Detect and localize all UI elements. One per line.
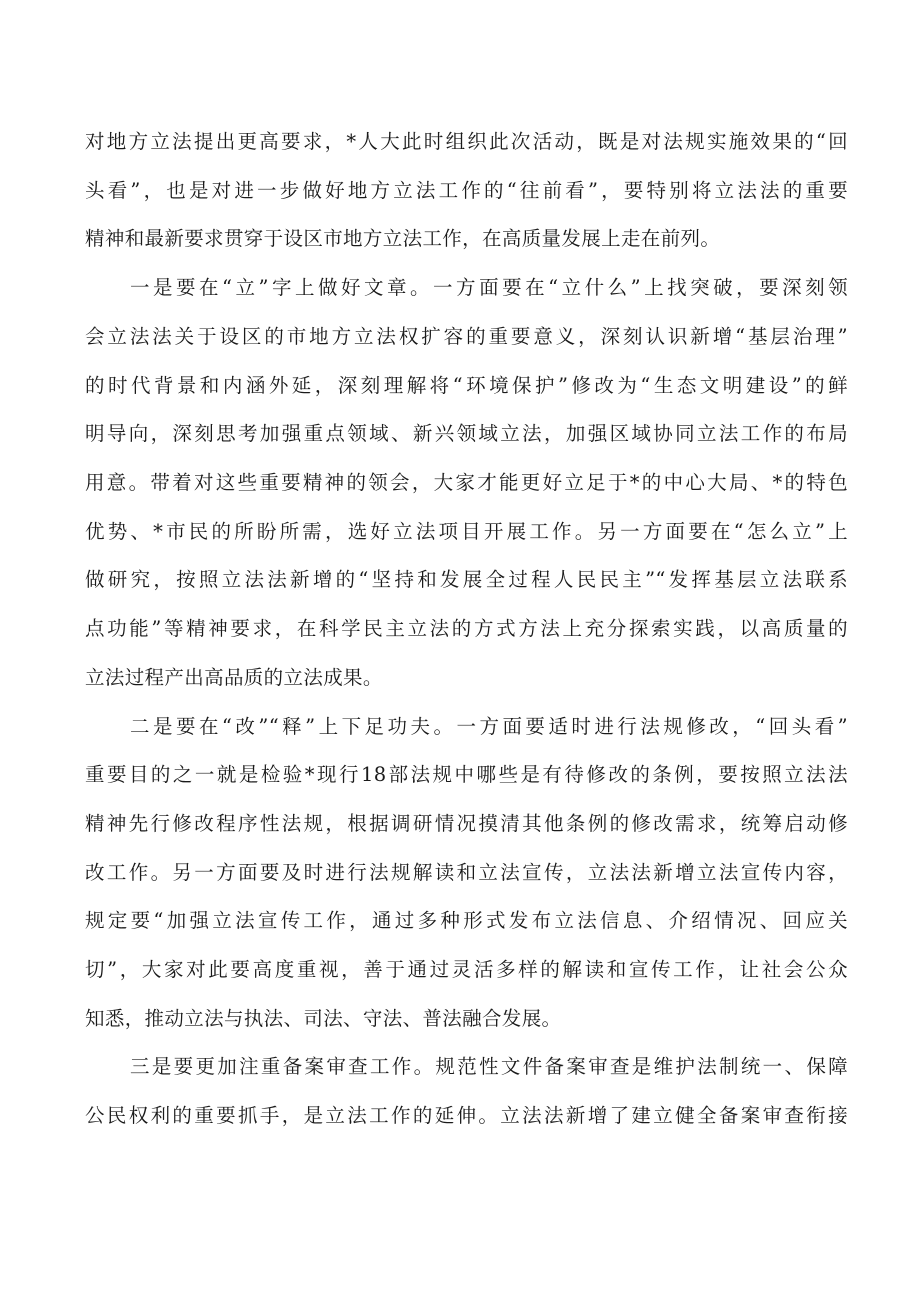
text-line: 改工作。另一方面要及时进行法规解读和立法宣传，立法法新增立法宣传内容， (85, 861, 848, 884)
text-line: 精神和最新要求贯穿于设区市地方立法工作，在高质量发展上走在前列。 (85, 227, 721, 250)
text-line: 立法过程产出高品质的立法成果。 (85, 666, 383, 689)
text-line: 优势、*市民的所盼所需，选好立法项目开展工作。另一方面要在“怎么立”上 (85, 520, 848, 543)
text-line: 知悉，推动立法与执法、司法、守法、普法融合发展。 (85, 1007, 562, 1030)
text-line: 会立法法关于设区的市地方立法权扩容的重要意义，深刻认识新增“基层治理” (85, 325, 848, 348)
text-line: 三是要更加注重备案审查工作。规范性文件备案审查是维护法制统一、保障 (130, 1055, 848, 1078)
text-line: 做研究，按照立法法新增的“坚持和发展全过程人民民主”“发挥基层立法联系 (85, 568, 848, 591)
text-line: 点功能”等精神要求，在科学民主立法的方式方法上充分探索实践，以高质量的 (85, 617, 848, 640)
text-line: 规定要“加强立法宣传工作，通过多种形式发布立法信息、介绍情况、回应关 (85, 909, 848, 932)
text-line: 的时代背景和内涵外延，深刻理解将“环境保护”修改为“生态文明建设”的鲜 (85, 374, 848, 397)
text-line: 一是要在“立”字上做好文章。一方面要在“立什么”上找突破，要深刻领 (130, 276, 848, 299)
text-line: 精神先行修改程序性法规，根据调研情况摸清其他条例的修改需求，统筹启动修 (85, 812, 848, 835)
text-line: 对地方立法提出更高要求，*人大此时组织此次活动，既是对法规实施效果的“回 (85, 130, 848, 153)
text-line: 头看”，也是对进一步做好地方立法工作的“往前看”，要特别将立法法的重要 (85, 179, 848, 202)
text-line: 公民权利的重要抓手，是立法工作的延伸。立法法新增了建立健全备案审查衔接 (85, 1104, 848, 1127)
text-line: 二是要在“改”“释”上下足功夫。一方面要适时进行法规修改，“回头看” (130, 715, 848, 738)
text-line: 用意。带着对这些重要精神的领会，大家才能更好立足于*的中心大局、*的特色 (85, 471, 848, 494)
text-line: 重要目的之一就是检验*现行18部法规中哪些是有待修改的条例，要按照立法法 (85, 763, 848, 786)
text-line: 明导向，深刻思考加强重点领域、新兴领域立法，加强区域协同立法工作的布局 (85, 422, 848, 445)
text-line: 切”，大家对此要高度重视，善于通过灵活多样的解读和宣传工作，让社会公众 (85, 958, 848, 981)
